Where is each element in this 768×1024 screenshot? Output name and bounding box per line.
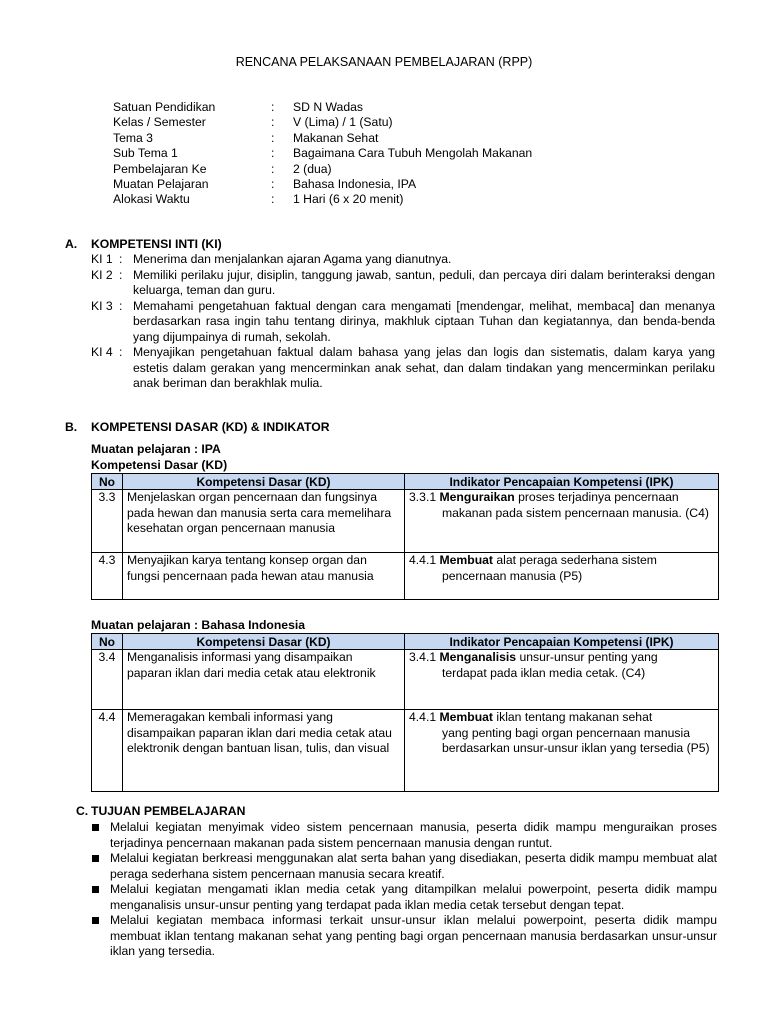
header-ipk: Indikator Pencapaian Kompetensi (IPK) [405,474,719,490]
ipk-verb: Membuat [439,710,493,724]
table-row [92,710,719,792]
identity-value: 2 (dua) [293,161,332,176]
ki-colon: : [119,345,123,359]
identity-colon: : [271,146,275,161]
cell-kd: Menganalisis informasi yang disampaikan paparan iklan dari media cetak atau elektronik [123,650,405,710]
identity-label: Sub Tema 1 [113,146,178,161]
tujuan-text: Melalui kegiatan berkreasi menggunakan alat serta bahan yang disediakan, peserta didik mampu membuat alat peraga sederhana sistem pencernaan manusia secara kreatif. [110,851,717,881]
ki-text: Menyajikan pengetahuan faktual dalam bahasa yang jelas dan logis dan sistematis, dalam karya yang estetis dalam gerakan yang mencerminkan anak sehat, dan dalam tindakan yang mencerminkan perilaku anak beriman dan berakhlak mulia. [133,345,715,390]
identity-colon: : [271,161,275,176]
identity-label: Muatan Pelajaran [113,176,209,191]
bindo-kd-table [91,633,719,792]
ki-code: KI 3 [91,298,113,313]
identity-value: V (Lima) / 1 (Satu) [293,115,393,130]
list-item [91,913,717,960]
table-row [92,490,719,553]
identity-value: Bahasa Indonesia, IPA [293,176,417,191]
ipk-text: iklan tentang makanan sehat [496,710,653,724]
ki-list [91,252,715,392]
cell-kd: Memeragakan kembali informasi yang disampaikan paparan iklan dari media cetak atau elektronik dengan bantuan lisan, tulis, dan visual [123,710,405,792]
identity-value: SD N Wadas [293,100,363,114]
kd-subheading: Kompetensi Dasar (KD) [91,458,228,472]
cell-kd: Menjelaskan organ pencernaan dan fungsinya pada hewan dan manusia serta cara memelihara kesehatan organ pencernaan manusia [123,490,405,553]
header-kd: Kompetensi Dasar (KD) [123,474,405,490]
ipk-text-continued: yang penting bagi organ pencernaan manusia berdasarkan unsur-unsur iklan yang tersedia (P5) [442,725,710,755]
ki-item [91,299,715,346]
ipk-text: alat peraga sederhana sistem [496,553,657,567]
ki-colon: : [119,267,123,282]
identity-label: Kelas / Semester [113,115,206,130]
header-no: No [92,474,123,490]
ipk-number: 4.4.1 [409,553,437,567]
ki-text: Memiliki perilaku jujur, disiplin, tanggung jawab, santun, peduli, dan percaya diri dalam berinteraksi dengan keluarga, teman dan guru. [133,267,715,297]
cell-kd: Menyajikan karya tentang konsep organ dan fungsi pencernaan pada hewan atau manusia [123,553,405,600]
identity-label: Tema 3 [113,130,153,145]
section-title: KOMPETENSI DASAR (KD) & INDIKATOR [91,420,330,434]
section-c-heading [76,804,245,820]
section-b-heading [65,420,330,436]
tujuan-text: Melalui kegiatan menyimak video sistem pencernaan manusia, peserta didik mampu menguraikan proses terjadinya pencernaan makanan pada sistem pencernaan manusia dengan runtut. [110,820,717,850]
section-a-heading [65,237,222,253]
identity-colon: : [271,115,275,130]
cell-ipk [405,553,719,600]
identity-colon: : [271,100,275,114]
list-item [91,851,717,882]
identity-value: Bagaimana Cara Tubuh Mengolah Makanan [293,146,533,161]
ipk-number: 3.4.1 [409,650,437,664]
ki-text: Menerima dan menjalankan ajaran Agama yang dianutnya. [133,252,452,266]
section-title: KOMPETENSI INTI (KI) [91,237,222,251]
ipk-number: 4.4.1 [409,710,437,724]
table-row [92,650,719,710]
cell-no: 3.4 [92,650,123,710]
header-kd: Kompetensi Dasar (KD) [123,634,405,650]
ipk-text: unsur-unsur penting yang [519,650,658,664]
ipk-text-continued: pencernaan manusia (P5) [442,568,583,583]
bindo-subject-label: Muatan pelajaran : Bahasa Indonesia [91,618,306,632]
square-bullet-icon [91,820,110,851]
ipk-text-continued: terdapat pada iklan media cetak. (C4) [442,665,646,680]
identity-label: Alokasi Waktu [113,192,190,207]
ki-item [91,345,715,392]
ipk-verb: Membuat [439,553,493,567]
ki-text: Memahami pengetahuan faktual dengan cara mengamati [mendengar, melihat, membaca] dan menanya berdasarkan rasa ingin tahu tentang dirinya, makhluk ciptaan Tuhan dan kegiatannya, dan benda-benda yang dijumpainya di rumah, sekolah. [133,298,715,344]
header-no: No [92,634,123,650]
ipa-kd-table [91,473,719,600]
identity-value: 1 Hari (6 x 20 menit) [293,192,404,207]
identity-colon: : [271,130,275,145]
document-title: RENCANA PELAKSANAAN PEMBELAJARAN (RPP) [235,55,533,69]
square-bullet-icon [91,913,110,960]
table-header-row [92,474,719,490]
cell-no: 3.3 [92,490,123,553]
square-bullet-icon [91,882,110,913]
list-item [91,882,717,913]
identity-colon: : [271,192,275,207]
ki-code: KI 2 [91,267,113,282]
ki-item [91,252,715,268]
ipk-number: 3.3.1 [409,490,437,504]
list-item [91,820,717,851]
section-letter: B. [65,420,78,434]
ipk-verb: Menganalisis [439,650,517,664]
ipk-text: proses terjadinya pencernaan [518,490,679,504]
square-bullet-icon [91,851,110,882]
identity-label: Pembelajaran Ke [113,161,207,176]
tujuan-text: Melalui kegiatan mengamati iklan media cetak yang ditampilkan melalui powerpoint, peserta didik mampu menganalisis unsur-unsur penting yang terdapat pada iklan media cetak tersebut dengan tepat. [110,882,717,912]
cell-no: 4.3 [92,553,123,600]
identity-label: Satuan Pendidikan [113,100,216,114]
cell-ipk [405,490,719,553]
table-header-row [92,634,719,650]
ki-code: KI 1 [91,252,113,266]
cell-ipk [405,650,719,710]
ipa-subject-label: Muatan pelajaran : IPA [91,442,221,456]
section-title: TUJUAN PEMBELAJARAN [91,804,246,818]
tujuan-list [91,820,717,960]
identity-colon: : [271,176,275,191]
header-ipk: Indikator Pencapaian Kompetensi (IPK) [405,634,719,650]
ipk-text-continued: makanan pada sistem pencernaan manusia. (C4) [442,505,709,520]
ki-item [91,268,715,299]
identity-value: Makanan Sehat [293,130,379,145]
ipk-verb: Menguraikan [439,490,515,504]
ki-colon: : [119,252,123,266]
ki-code: KI 4 [91,345,113,359]
cell-no: 4.4 [92,710,123,792]
cell-ipk [405,710,719,792]
tujuan-text: Melalui kegiatan membaca informasi terkait unsur-unsur iklan melalui powerpoint, peserta didik mampu membuat iklan tentang makanan sehat yang penting bagi organ pencernaan manusia berdasarkan unsur-unsur iklan yang tersedia. [110,913,717,958]
ki-colon: : [119,298,123,313]
section-letter: A. [65,237,78,251]
section-letter: C. [76,804,89,818]
table-row [92,553,719,600]
